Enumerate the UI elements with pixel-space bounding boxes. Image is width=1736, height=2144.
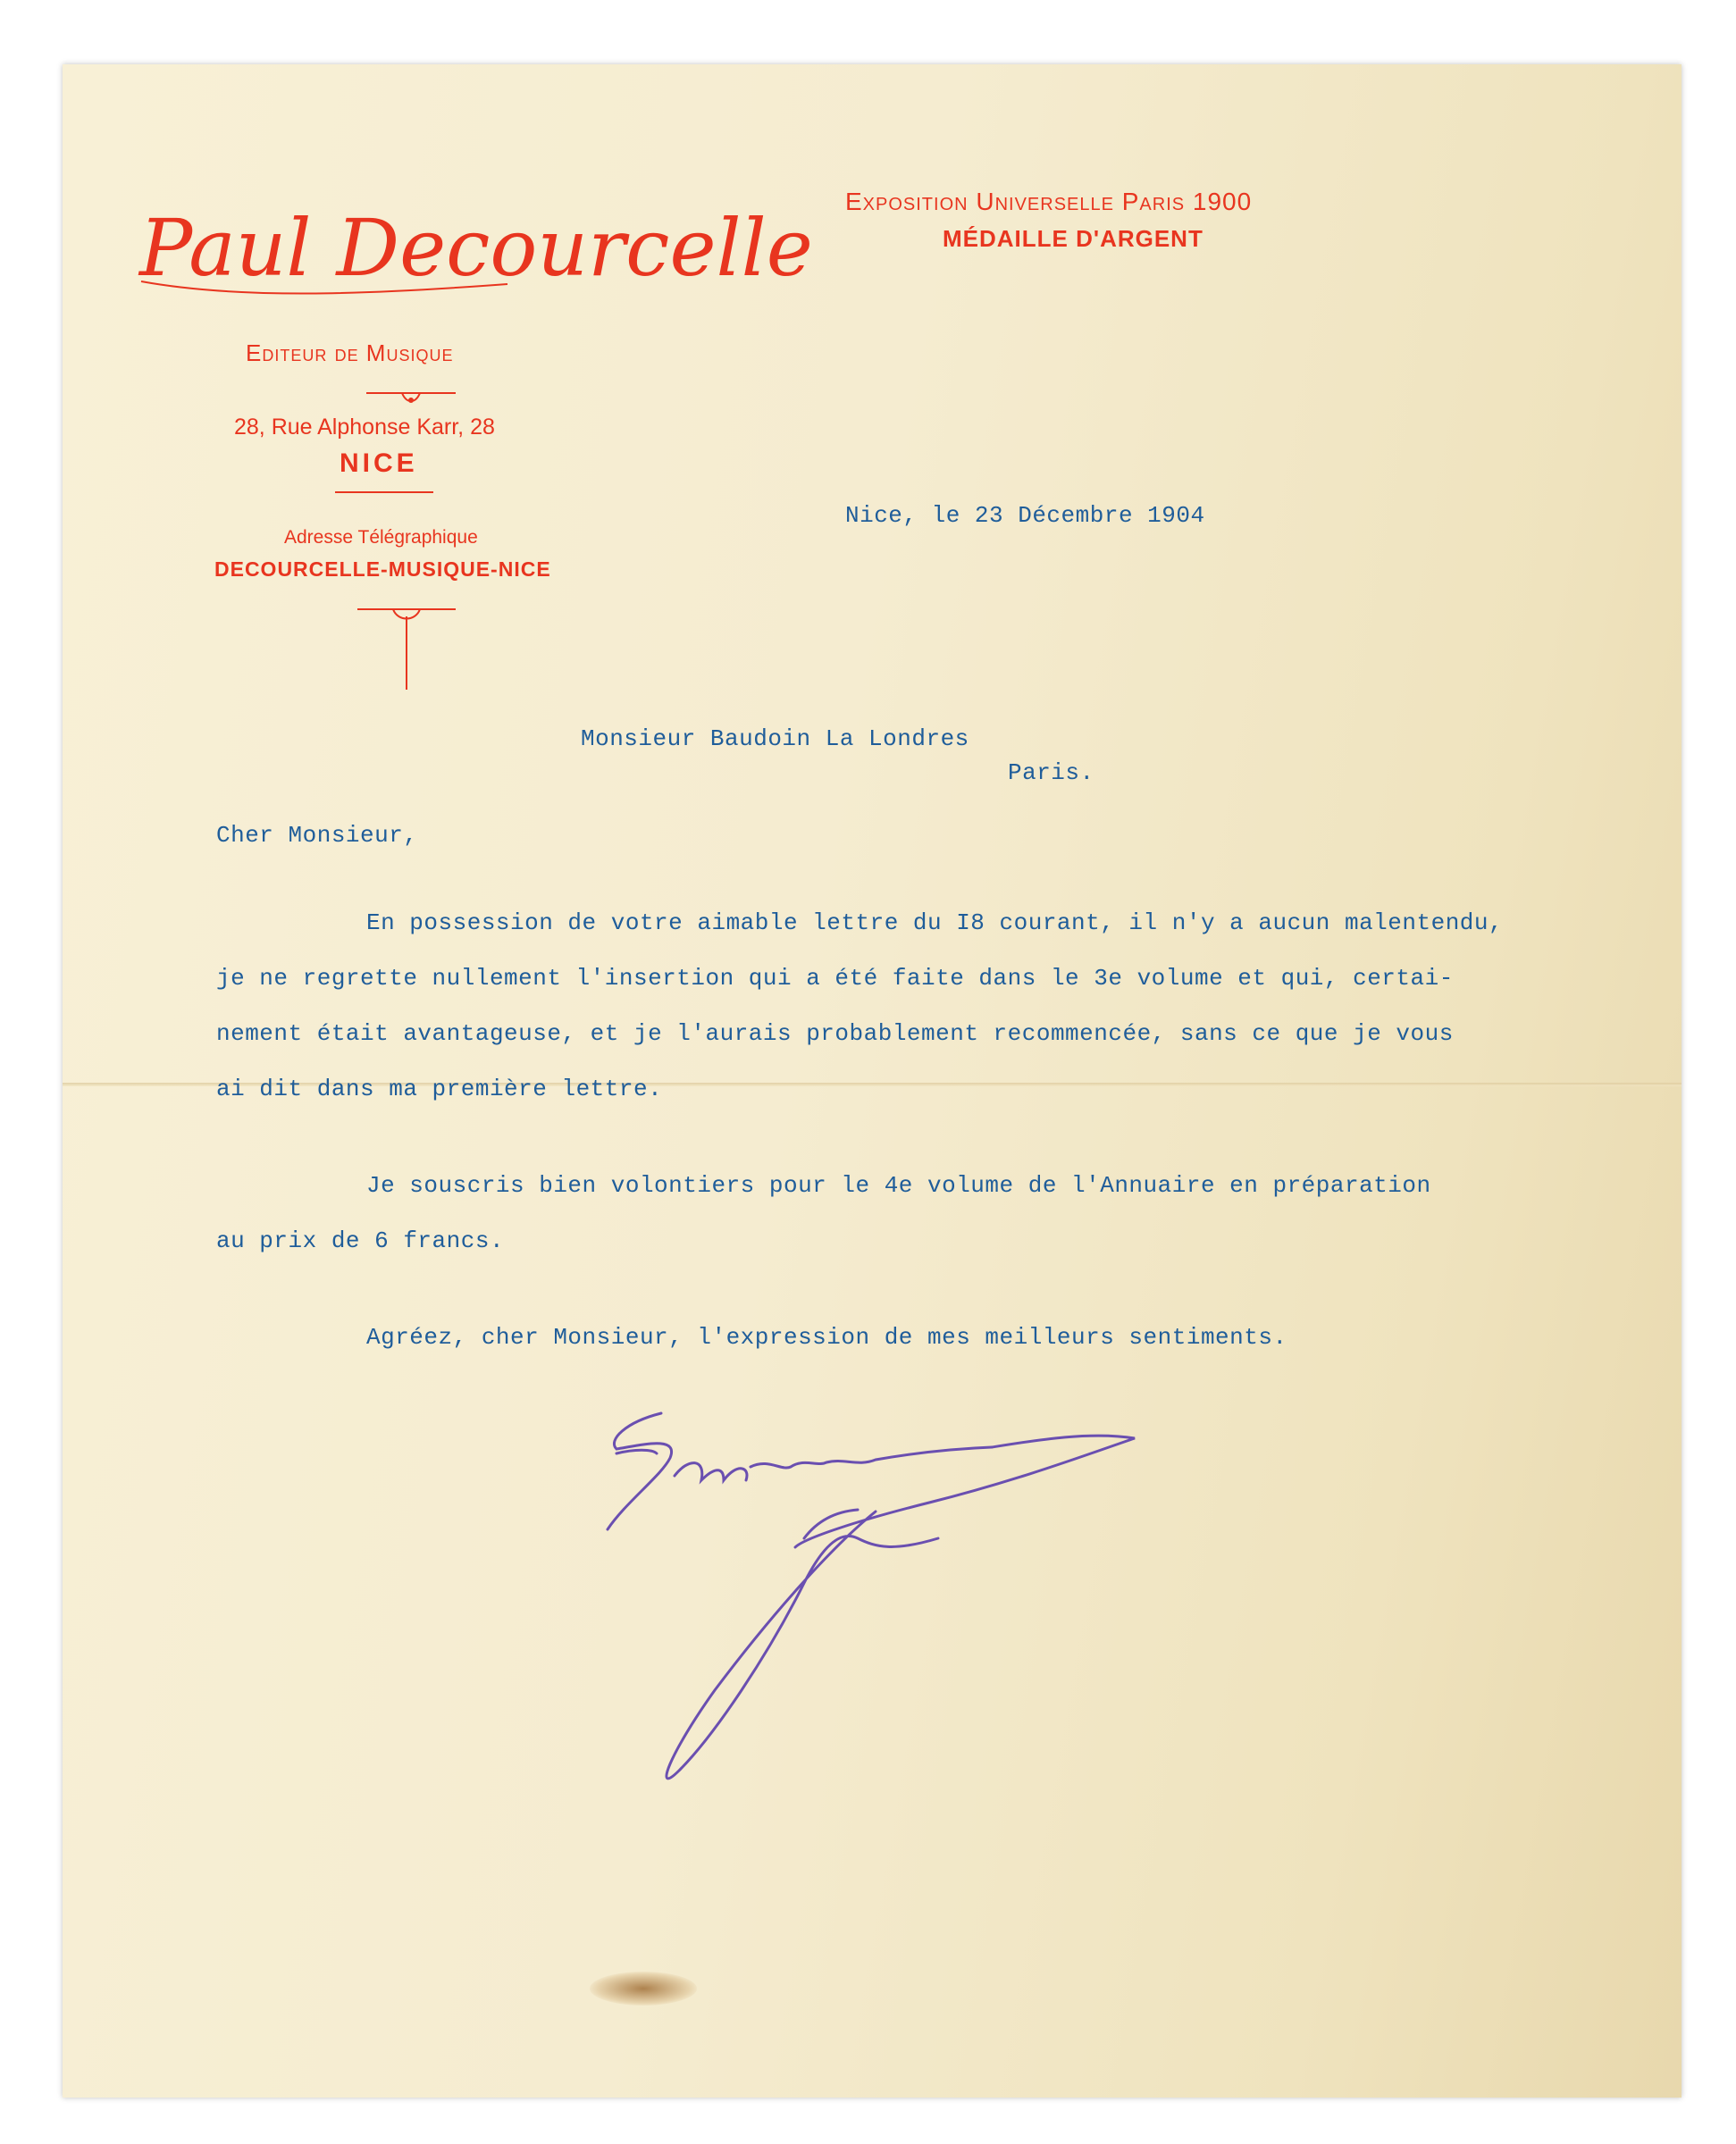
salutation: Cher Monsieur, <box>216 822 418 849</box>
paragraph2-line1: Je souscris bien volontiers pour le 4e volume de l'Annuaire en préparation <box>366 1172 1431 1199</box>
paragraph1-line1: En possession de votre aimable lettre du I8 courant, il n'y a aucun malentendu, <box>366 909 1504 936</box>
place-date: Nice, le 23 Décembre 1904 <box>845 502 1205 529</box>
ornament-divider-icon <box>366 384 456 411</box>
recipient-city: Paris. <box>1008 759 1094 786</box>
award-label: MÉDAILLE D'ARGENT <box>943 225 1203 252</box>
age-stain <box>590 1972 697 2006</box>
city-underline <box>335 491 433 493</box>
paragraph1-line4: ai dit dans ma première lettre. <box>216 1076 663 1102</box>
logo-text: Paul Decourcelle <box>139 202 813 294</box>
paragraph1-line3: nement était avantageuse, et je l'aurais probablement recommencée, sans ce que je vous <box>216 1020 1454 1047</box>
address-line: 28, Rue Alphonse Karr, 28 <box>234 415 495 440</box>
letter-sheet <box>63 64 1681 2098</box>
city-label: NICE <box>340 448 418 478</box>
telegraph-address: DECOURCELLE-MUSIQUE-NICE <box>214 557 551 581</box>
exposition-label: Exposition Universelle Paris 1900 <box>845 188 1253 215</box>
paragraph1-line2: je ne regrette nullement l'insertion qui a été faite dans le 3e volume et qui, certai- <box>216 965 1454 992</box>
profession-label: Editeur de Musique <box>246 339 454 366</box>
telegraph-label: Adresse Télégraphique <box>284 527 478 548</box>
paragraph2-line2: au prix de 6 francs. <box>216 1227 505 1254</box>
recipient-name: Monsieur Baudoin La Londres <box>581 725 969 752</box>
letterhead-logo <box>132 188 813 304</box>
handwritten-signature <box>590 1404 1215 1851</box>
closing-line: Agréez, cher Monsieur, l'expression de mes meilleurs sentiments. <box>366 1324 1287 1351</box>
ornament-drop-icon <box>357 600 456 690</box>
